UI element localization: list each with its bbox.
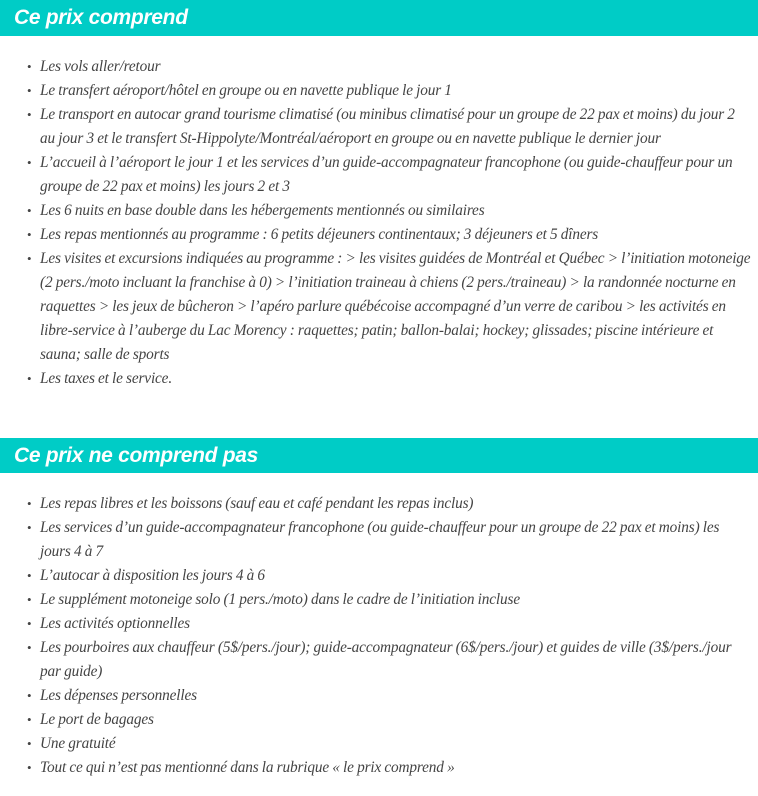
list-item: • Les services d’un guide-accompagnateur francophone (ou guide-chauffeur pour un groupe de 22 pax et moins) les jours 4 à 7 [0,516,758,564]
included-list-wrap [0,55,758,391]
list-item: • Les visites et excursions indiquées au programme : > les visites guidées de Montréal et Québec > l’initiation motoneige (2 pers./moto incluant la franchise à 0) > l’initiation traineau à chiens (2 pers./traineau) > la randonnée nocturne en raquettes > les jeux de bûcheron > l’apéro parlure québécoise accompagné d’un verre de caribou > les activités en libre-service à l’auberge du Lac Morency : raquettes; patin; ballon-balai; hockey; glissades; piscine intérieure et sauna; salle de sports [0,247,758,367]
section-header-included: Ce prix comprend [0,0,758,36]
list-item: • Le port de bagages [0,708,758,732]
list-item: • Les repas mentionnés au programme : 6 petits déjeuners continentaux; 3 déjeuners et 5 dîners [0,223,758,247]
excluded-list-wrap [0,492,758,780]
list-item: • Les 6 nuits en base double dans les hébergements mentionnés ou similaires [0,199,758,223]
list-item: • Le transfert aéroport/hôtel en groupe ou en navette publique le jour 1 [0,79,758,103]
list-item: • Tout ce qui n’est pas mentionné dans la rubrique « le prix comprend » [0,756,758,780]
list-item: • Une gratuité [0,732,758,756]
list-item: • Les dépenses personnelles [0,684,758,708]
list-item: • Les repas libres et les boissons (sauf eau et café pendant les repas inclus) [0,492,758,516]
spacer-above-included-list [0,36,758,55]
excluded-list [0,492,758,780]
list-item: • L’accueil à l’aéroport le jour 1 et les services d’un guide-accompagnateur francophone (ou guide-chauffeur pour un groupe de 22 pax et moins) les jours 2 et 3 [0,151,758,199]
section-header-excluded: Ce prix ne comprend pas [0,438,758,473]
list-item: • Les vols aller/retour [0,55,758,79]
included-list [0,55,758,391]
spacer-above-excluded-list [0,473,758,492]
list-item: • Le transport en autocar grand tourisme climatisé (ou minibus climatisé pour un groupe de 22 pax et moins) du jour 2 au jour 3 et le transfert St-Hippolyte/Montréal/aéroport en groupe ou en navette publique le dernier jour [0,103,758,151]
list-item: • Les activités optionnelles [0,612,758,636]
spacer-between-sections [0,391,758,438]
list-item: • Les taxes et le service. [0,367,758,391]
list-item: • Les pourboires aux chauffeur (5$/pers./jour); guide-accompagnateur (6$/pers./jour) et guides de ville (3$/pers./jour par guide) [0,636,758,684]
list-item: • Le supplément motoneige solo (1 pers./moto) dans le cadre de l’initiation incluse [0,588,758,612]
list-item: • L’autocar à disposition les jours 4 à 6 [0,564,758,588]
